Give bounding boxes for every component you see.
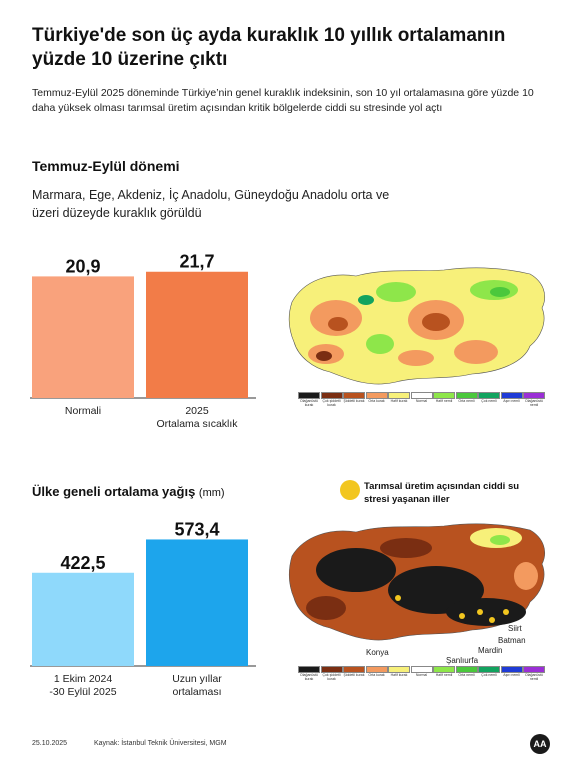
legend-swatch [411,666,433,673]
legend-label: Hafif kurak [390,399,408,403]
legend-label: Şiddetli kurak [343,399,365,403]
legend-swatch [321,666,343,673]
city-label: Mardin [478,646,503,655]
section2-title-unit: (mm) [198,487,225,499]
legend-label: Olağanüstü kurak [300,673,318,681]
legend-swatch [343,666,365,673]
legend-label: Olağanüstü kurak [300,399,318,407]
city-label: Batman [498,636,526,645]
legend-item [411,666,433,681]
legend-item [523,392,545,407]
legend-item [366,392,388,407]
footer-date: 25.10.2025 [32,740,68,747]
legend-item [388,392,410,407]
legend-label: Aşırı nemli [503,673,520,677]
legend-label: Orta nemli [458,399,475,403]
legend-swatch [456,666,478,673]
legend-swatch [298,392,320,399]
legend-swatch [366,666,388,673]
legend-item [321,392,343,407]
legend-label: Orta kurak [368,673,385,677]
temperature-category-label: Normali [64,405,102,417]
legend-label: Orta nemli [458,673,475,677]
temperature-category-label: Ortalama sıcaklık [156,418,238,430]
legend-swatch [433,666,455,673]
legend-item [478,666,500,681]
temperature-value-label: 21,7 [179,251,215,272]
precipitation-bar [32,573,134,666]
legend-swatch [388,666,410,673]
legend-label: Çok şiddetli kurak [322,673,341,681]
section2-title-text: Ülke geneli ortalama yağış [32,484,196,499]
legend-item [321,666,343,681]
legend-label: Hafif nemli [435,673,453,677]
legend-item [456,666,478,681]
legend-swatch [298,666,320,673]
legend-item [298,666,320,681]
infographic-subtitle: Temmuz-Eylül 2025 döneminde Türkiye’nin genel kuraklık indeksinin, son 10 yıl ortalamasına göre yüzde 10 daha yüksek olması tarımsal üretim açısından kritik bölgelerde ciddi su stresinde yol açtı [32,87,534,114]
legend-swatch [411,392,433,399]
precipitation-category-label: -30 Eylül 2025 [49,686,117,698]
city-label: Siirt [508,624,522,633]
legend-item [478,392,500,407]
city-label: Konya [366,648,389,657]
legend-item [433,666,455,681]
legend-label: Normal [415,673,428,677]
legend-item [343,392,365,407]
legend-swatch [366,392,388,399]
legend-swatch [388,392,410,399]
precipitation-bar [146,539,248,666]
section1-description: Marmara, Ege, Akdeniz, İç Anadolu, Güneydoğu Anadolu orta ve üzeri düzeyde kuraklık görüldü [32,188,390,220]
infographic-title: Türkiye'de son üç ayda kuraklık 10 yıllık ortalamanın yüzde 10 üzerine çıktı [32,25,506,70]
temperature-bar-chart [28,250,268,440]
water-stress-legend-title: Tarımsal üretim açısından ciddi su stresi yaşanan iller [364,481,520,505]
legend-swatch [321,392,343,399]
section1-title: Temmuz-Eylül dönemi [32,158,180,174]
footer-source: Kaynak: İstanbul Teknik Üniversitesi, MGM [94,740,227,747]
legend-item [501,392,523,407]
section2-title [32,484,225,499]
legend-item [433,392,455,407]
legend-label: Normal [415,399,428,403]
legend-swatch [501,392,523,399]
temperature-category-label: 2025 [185,405,209,417]
aa-logo: AA [530,734,550,754]
legend-swatch [523,666,545,673]
precipitation-category-label: 1 Ekim 2024 [53,673,113,685]
temperature-bar [146,272,248,398]
precipitation-category-label: ortalaması [172,686,222,698]
legend-label: Çok nemli [481,673,497,677]
city-label: Şanlıurfa [446,656,479,665]
legend-swatch [501,666,523,673]
legend-item [388,666,410,681]
legend-item [298,392,320,407]
legend-label: Şiddetli kurak [343,673,365,677]
temperature-value-label: 20,9 [65,256,101,277]
temperature-bar [32,276,134,398]
legend-swatch [433,392,455,399]
drought-legend-bottom [298,666,546,681]
legend-label: Hafif kurak [390,673,408,677]
legend-item [456,392,478,407]
precipitation-value-label: 422,5 [60,552,106,573]
legend-label: Hafif nemli [435,399,453,403]
legend-label: Çok nemli [481,399,497,403]
legend-item [523,666,545,681]
precipitation-value-label: 573,4 [174,519,220,540]
legend-swatch [343,392,365,399]
legend-swatch [478,666,500,673]
legend-swatch [523,392,545,399]
precipitation-category-label: Uzun yıllar [172,673,222,685]
legend-swatch [456,392,478,399]
water-stress-icon [340,480,360,500]
legend-label: Aşırı nemli [503,399,520,403]
legend-item [501,666,523,681]
legend-item [343,666,365,681]
legend-label: Orta kurak [368,399,385,403]
legend-label: Olağanüstü nemli [525,673,543,681]
legend-item [411,392,433,407]
drought-map-summer [286,262,554,412]
legend-swatch [478,392,500,399]
legend-label: Çok şiddetli kurak [322,399,341,407]
legend-item [366,666,388,681]
precipitation-bar-chart [28,518,268,708]
drought-legend-top [298,392,546,407]
legend-label: Olağanüstü nemli [525,399,543,407]
